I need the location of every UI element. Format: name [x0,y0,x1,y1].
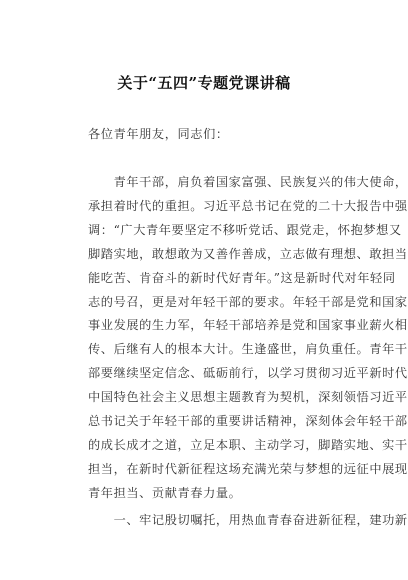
paragraph-line: 部要继续坚定信念、砥砺前行，以学习贯彻习近平新时代 [88,366,408,381]
paragraph-line: 调：“广大青年要坚定不移听党话、跟党走，怀抱梦想又 [88,222,402,237]
paragraph-line: 志的号召，更是对年轻干部的要求。年轻干部是党和国家 [88,294,408,309]
body-paragraph-2 [88,509,408,533]
paragraph-line: 担当，在新时代新征程这场充满光荣与梦想的远征中展现 [88,461,408,476]
paragraph-line: 脚踏实地，敢想敢为又善作善成，立志做有理想、敢担当 [88,246,408,261]
paragraph-line: 总书记关于年轻干部的重要讲话精神，深刻体会年轻干部 [88,414,408,429]
salutation: 各位青年朋友，同志们： [88,127,229,141]
paragraph-line: 能吃苦、肯奋斗的新时代好青年。”这是新时代对年轻同 [88,270,396,285]
paragraph-line: 承担着时代的重担。习近平总书记在党的二十大报告中强 [88,198,408,213]
paragraph-line: 中国特色社会主义思想主题教育为契机，深刻领悟习近平 [88,390,408,405]
body-paragraph-1 [88,171,408,506]
paragraph-line: 传、后继有人的根本大计。生逢盛世，肩负重任。青年干 [88,342,408,357]
document-title: 关于“五四”专题党课讲稿 [117,74,291,92]
paragraph-line: 青年担当、贡献青春力量。 [88,485,242,500]
paragraph-line: 事业发展的生力军，年轻干部培养是党和国家事业薪火相 [88,318,408,333]
paragraph-line: 的成长成才之道，立足本职、主动学习，脚踏实地、实干 [88,437,408,452]
paragraph-line: 青年干部，肩负着国家富强、民族复兴的伟大使命， [88,175,408,189]
section-heading-line: 一、牢记殷切嘱托，用热血青春奋进新征程，建功新 [88,513,408,527]
